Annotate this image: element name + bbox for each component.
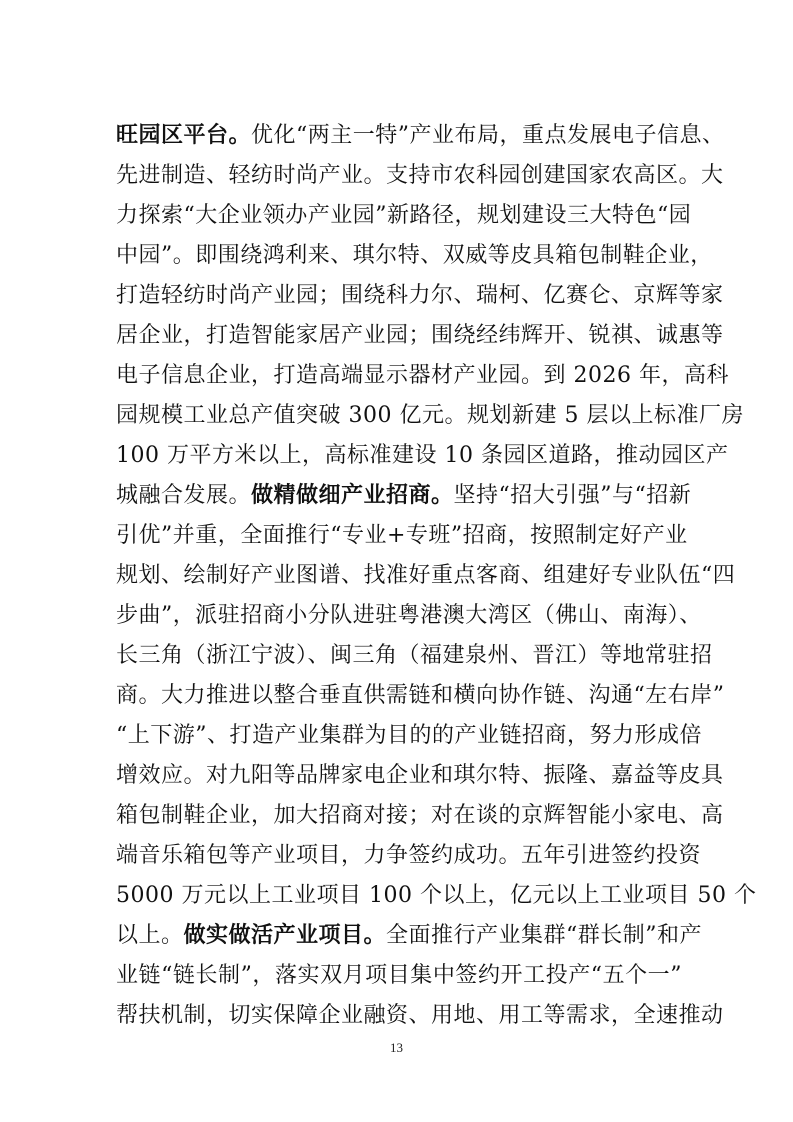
bold-heading: 做精做细产业招商。: [251, 483, 454, 508]
text-line-14: 长三角（浙江宁波）、闽三角（福建泉州、晋江）等地常驻招: [116, 643, 713, 668]
text-line-8: 园规模工业总产值突破 300 亿元。规划新建 5 层以上标准厂房: [116, 403, 744, 428]
bold-heading: 旺园区平台。: [116, 123, 252, 148]
text-line-2: 先进制造、轻纺时尚产业。支持市农科园创建国家农高区。大: [116, 163, 724, 188]
text-line-5: 打造轻纺时尚产业园；围绕科力尔、瑞柯、亿赛仑、京辉等家: [116, 283, 724, 308]
text-line-23: 帮扶机制，切实保障企业融资、用地、用工等需求，全速推动: [116, 1003, 724, 1028]
page-number: 13: [390, 1040, 403, 1055]
text-line-11: 引优”并重，全面推行“专业+专班”招商，按照制定好产业: [116, 523, 688, 548]
text-line-13: 步曲”，派驻招商小分队进驻粤港澳大湾区（佛山、南海）、: [116, 603, 702, 628]
text-line-18: 箱包制鞋企业，加大招商对接；对在谈的京辉智能小家电、高: [116, 803, 724, 828]
text-line-16: “上下游”、打造产业集群为目的的产业链招商，努力形成倍: [116, 723, 702, 748]
text-line-7: 电子信息企业，打造高端显示器材产业园。到 2026 年，高科: [116, 363, 729, 388]
text-line-17: 增效应。对九阳等品牌家电企业和琪尔特、振隆、嘉益等皮具: [116, 763, 724, 788]
text-line-20: 5000 万元以上工业项目 100 个以上，亿元以上工业项目 50 个: [116, 883, 757, 908]
text-line-6: 居企业，打造智能家居产业园；围绕经纬辉开、锐祺、诚惠等: [116, 323, 724, 348]
bold-heading: 做实做活产业项目。: [183, 923, 387, 948]
text-line-3: 力探索“大企业领办产业园”新路径，规划建设三大特色“园: [116, 203, 692, 228]
text-line-4: 中园”。即围绕鸿利来、琪尔特、双威等皮具箱包制鞋企业，: [116, 243, 713, 268]
text-line-15: 商。大力推进以整合垂直供需链和横向协作链、沟通“左右岸”: [116, 683, 725, 708]
text-line-21: 以上。做实做活产业项目。全面推行产业集群“群长制”和产: [116, 923, 703, 948]
text-line-10: 城融合发展。做精做细产业招商。坚持“招大引强”与“招新: [116, 483, 692, 508]
text-line-12: 规划、绘制好产业图谱、找准好重点客商、组建好专业队伍“四: [116, 563, 736, 588]
text-line-1: 旺园区平台。优化“两主一特”产业布局，重点发展电子信息、: [116, 123, 725, 148]
text-line-19: 端音乐箱包等产业项目，力争签约成功。五年引进签约投资: [116, 843, 702, 868]
text-line-9: 100 万平方米以上，高标准建设 10 条园区道路，推动园区产: [116, 443, 729, 468]
text-line-22: 业链“链长制”，落实双月项目集中签约开工投产“五个一”: [116, 963, 682, 988]
